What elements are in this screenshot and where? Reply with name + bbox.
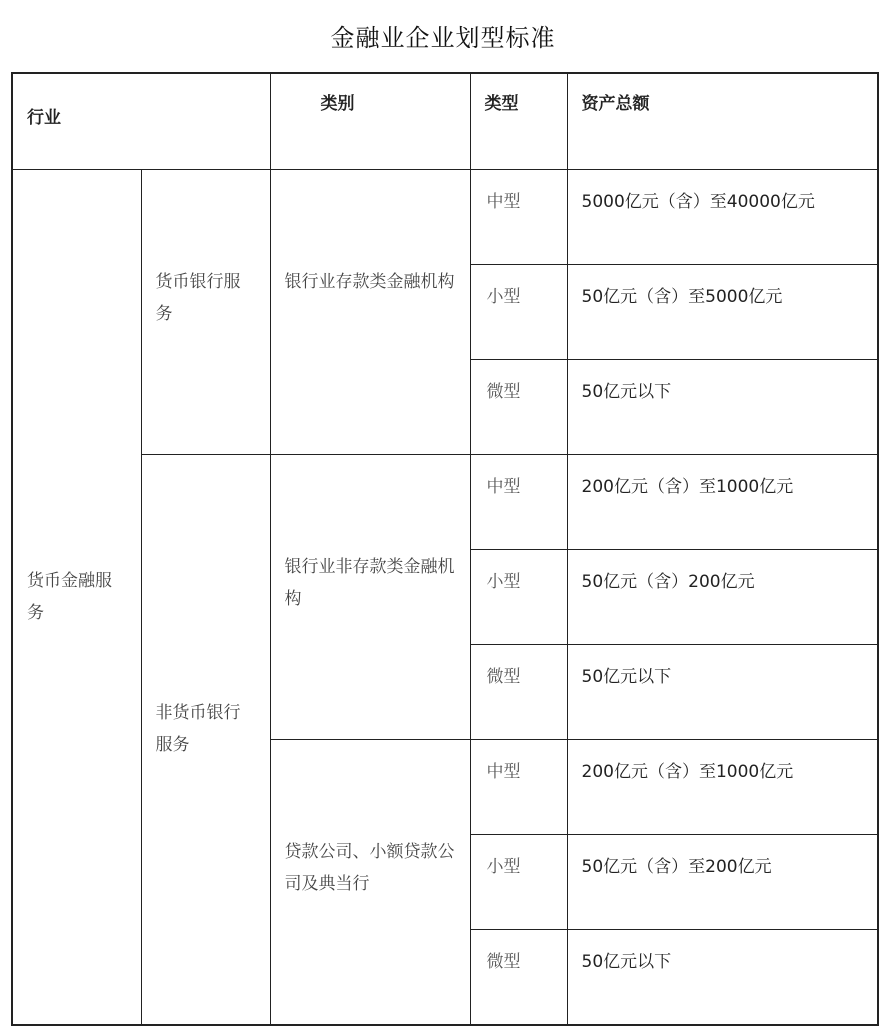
type-cell — [470, 455, 567, 550]
type-cell — [470, 265, 567, 360]
type-label: 微型 — [486, 667, 521, 687]
sub-industry-label: 货币银行服务 — [155, 272, 241, 324]
type-label: 小型 — [486, 287, 521, 307]
assets-value: 50亿元以下 — [581, 667, 672, 687]
assets-cell — [567, 360, 878, 455]
category-cell — [270, 740, 470, 1026]
assets-value: 50亿元（含）200亿元 — [581, 572, 755, 592]
industry-cell — [12, 170, 141, 1026]
industry-label: 货币金融服务 — [27, 571, 112, 623]
assets-cell — [567, 930, 878, 1026]
type-label: 微型 — [486, 382, 521, 402]
header-industry: 行业 — [27, 108, 61, 128]
assets-value: 5000亿元（含）至40000亿元 — [581, 192, 815, 212]
header-category: 类别 — [320, 94, 355, 114]
assets-cell — [567, 835, 878, 930]
category-cell — [270, 455, 470, 740]
header-assets: 资产总额 — [581, 94, 650, 114]
type-label: 中型 — [486, 192, 521, 212]
page-title: 金融业企业划型标准 — [330, 24, 556, 52]
assets-cell — [567, 550, 878, 645]
table-row — [12, 455, 878, 550]
type-cell — [470, 930, 567, 1026]
header-assets-cell — [567, 73, 878, 170]
category-label: 银行业存款类金融机构 — [284, 272, 455, 292]
assets-cell — [567, 265, 878, 360]
assets-value: 200亿元（含）至1000亿元 — [581, 762, 794, 782]
header-type: 类型 — [484, 94, 519, 114]
type-cell — [470, 835, 567, 930]
assets-value: 50亿元（含）至5000亿元 — [581, 287, 783, 307]
assets-cell — [567, 455, 878, 550]
type-label: 中型 — [486, 762, 521, 782]
sub-industry-label: 非货币银行服务 — [155, 703, 241, 755]
sub-industry-cell — [141, 170, 270, 455]
assets-value: 50亿元（含）至200亿元 — [581, 857, 772, 877]
assets-value: 50亿元以下 — [581, 382, 672, 402]
type-label: 微型 — [486, 952, 521, 972]
assets-value: 50亿元以下 — [581, 952, 672, 972]
table-header-row — [12, 73, 878, 170]
sub-industry-cell — [141, 455, 270, 1026]
type-label: 小型 — [486, 857, 521, 877]
type-label: 中型 — [486, 477, 521, 497]
assets-cell — [567, 170, 878, 265]
type-cell — [470, 645, 567, 740]
category-cell — [270, 170, 470, 455]
classification-table — [11, 72, 879, 1026]
table-row — [12, 170, 878, 265]
type-cell — [470, 170, 567, 265]
assets-cell — [567, 645, 878, 740]
header-type-cell — [470, 73, 567, 170]
type-label: 小型 — [486, 572, 521, 592]
type-cell — [470, 360, 567, 455]
assets-value: 200亿元（含）至1000亿元 — [581, 477, 794, 497]
type-cell — [470, 550, 567, 645]
type-cell — [470, 740, 567, 835]
category-label: 贷款公司、小额贷款公司及典当行 — [284, 842, 455, 894]
category-label: 银行业非存款类金融机构 — [284, 557, 455, 609]
header-industry-cell — [12, 73, 270, 170]
assets-cell — [567, 740, 878, 835]
header-category-cell — [270, 73, 470, 170]
